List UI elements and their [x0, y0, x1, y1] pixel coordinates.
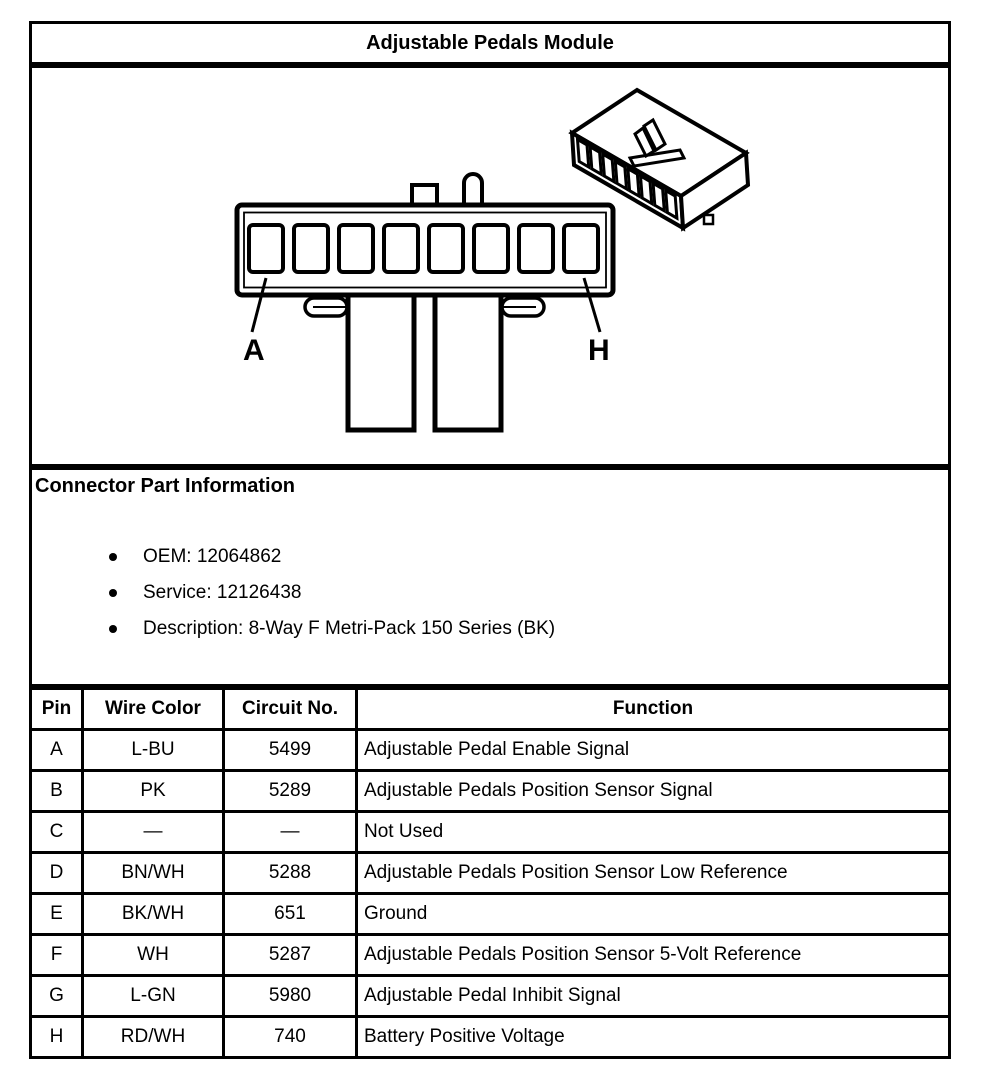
pin-cell: C [31, 812, 83, 853]
table-row-pin-a [31, 730, 950, 771]
circuit-no-cell: 5289 [224, 771, 357, 812]
pin-window-8 [564, 225, 598, 272]
iso-slot-5 [628, 169, 639, 197]
function-cell: Adjustable Pedal Inhibit Signal [357, 976, 950, 1017]
wire-color-cell: L-GN [83, 976, 224, 1017]
mounting-leg-right [435, 292, 501, 430]
circuit-no-cell: 5499 [224, 730, 357, 771]
wire-color-cell: WH [83, 935, 224, 976]
iso-slot-1 [578, 140, 589, 168]
pin-window-7 [519, 225, 553, 272]
pin-cell: A [31, 730, 83, 771]
pin-window-6 [474, 225, 508, 272]
front-view [237, 174, 613, 430]
diagram-panel [29, 65, 951, 467]
pinout-table [29, 687, 951, 1059]
function-cell: Not Used [357, 812, 950, 853]
iso-slot-8 [666, 191, 677, 219]
mounting-leg-left [348, 292, 414, 430]
table-row-pin-b [31, 771, 950, 812]
function-cell: Ground [357, 894, 950, 935]
circuit-no-cell: 5288 [224, 853, 357, 894]
pin-cell: B [31, 771, 83, 812]
wire-color-cell: PK [83, 771, 224, 812]
iso-nub [704, 215, 713, 224]
col-header-wire-color: Wire Color [83, 689, 224, 730]
wire-color-cell: RD/WH [83, 1017, 224, 1058]
pin-cell: E [31, 894, 83, 935]
iso-slot-3 [603, 154, 614, 182]
circuit-no-cell: 5287 [224, 935, 357, 976]
function-cell: Adjustable Pedal Enable Signal [357, 730, 950, 771]
iso-slot-4 [615, 161, 626, 189]
title-bar [29, 21, 951, 65]
circuit-no-cell: 5980 [224, 976, 357, 1017]
table-row-pin-c [31, 812, 950, 853]
pin-window-2 [294, 225, 328, 272]
pin-cell: G [31, 976, 83, 1017]
col-header-circuit-no: Circuit No. [224, 689, 357, 730]
part-info-bullet-service: Service: 12126438 [32, 575, 948, 611]
circuit-no-cell: 740 [224, 1017, 357, 1058]
pin-window-1 [249, 225, 283, 272]
function-cell: Adjustable Pedals Position Sensor 5-Volt Reference [357, 935, 950, 976]
pin-window-5 [429, 225, 463, 272]
connector-diagram [32, 68, 948, 464]
iso-slot-2 [590, 147, 601, 175]
pin-cell: H [31, 1017, 83, 1058]
iso-slot-7 [653, 183, 664, 211]
part-info-heading: Connector Part Information [35, 475, 296, 497]
wire-color-cell: L-BU [83, 730, 224, 771]
function-cell: Adjustable Pedals Position Sensor Signal [357, 771, 950, 812]
page-title: Adjustable Pedals Module [366, 31, 614, 54]
part-info-bullet-description: Description: 8-Way F Metri-Pack 150 Series (BK) [32, 611, 948, 647]
part-info-list [32, 539, 948, 647]
iso-slot-6 [641, 176, 652, 204]
circuit-no-cell: 651 [224, 894, 357, 935]
part-info-bullet-oem: OEM: 12064862 [32, 539, 948, 575]
function-cell: Adjustable Pedals Position Sensor Low Reference [357, 853, 950, 894]
pin-cell: D [31, 853, 83, 894]
pin-window-3 [339, 225, 373, 272]
function-cell: Battery Positive Voltage [357, 1017, 950, 1058]
part-info-panel [29, 467, 951, 687]
table-row-pin-d [31, 853, 950, 894]
pin-cell: F [31, 935, 83, 976]
table-row-pin-h [31, 1017, 950, 1058]
col-header-function: Function [357, 689, 950, 730]
pin-h-label: H [588, 334, 610, 367]
pin-window-4 [384, 225, 418, 272]
circuit-no-cell: — [224, 812, 357, 853]
connector-spec-sheet [29, 21, 951, 1059]
table-row-pin-f [31, 935, 950, 976]
wire-color-cell: BK/WH [83, 894, 224, 935]
wire-color-cell: BN/WH [83, 853, 224, 894]
table-row-pin-e [31, 894, 950, 935]
pin-a-label: A [243, 334, 265, 367]
col-header-pin: Pin [31, 689, 83, 730]
wire-color-cell: — [83, 812, 224, 853]
pinout-header-row [31, 689, 950, 730]
table-row-pin-g [31, 976, 950, 1017]
